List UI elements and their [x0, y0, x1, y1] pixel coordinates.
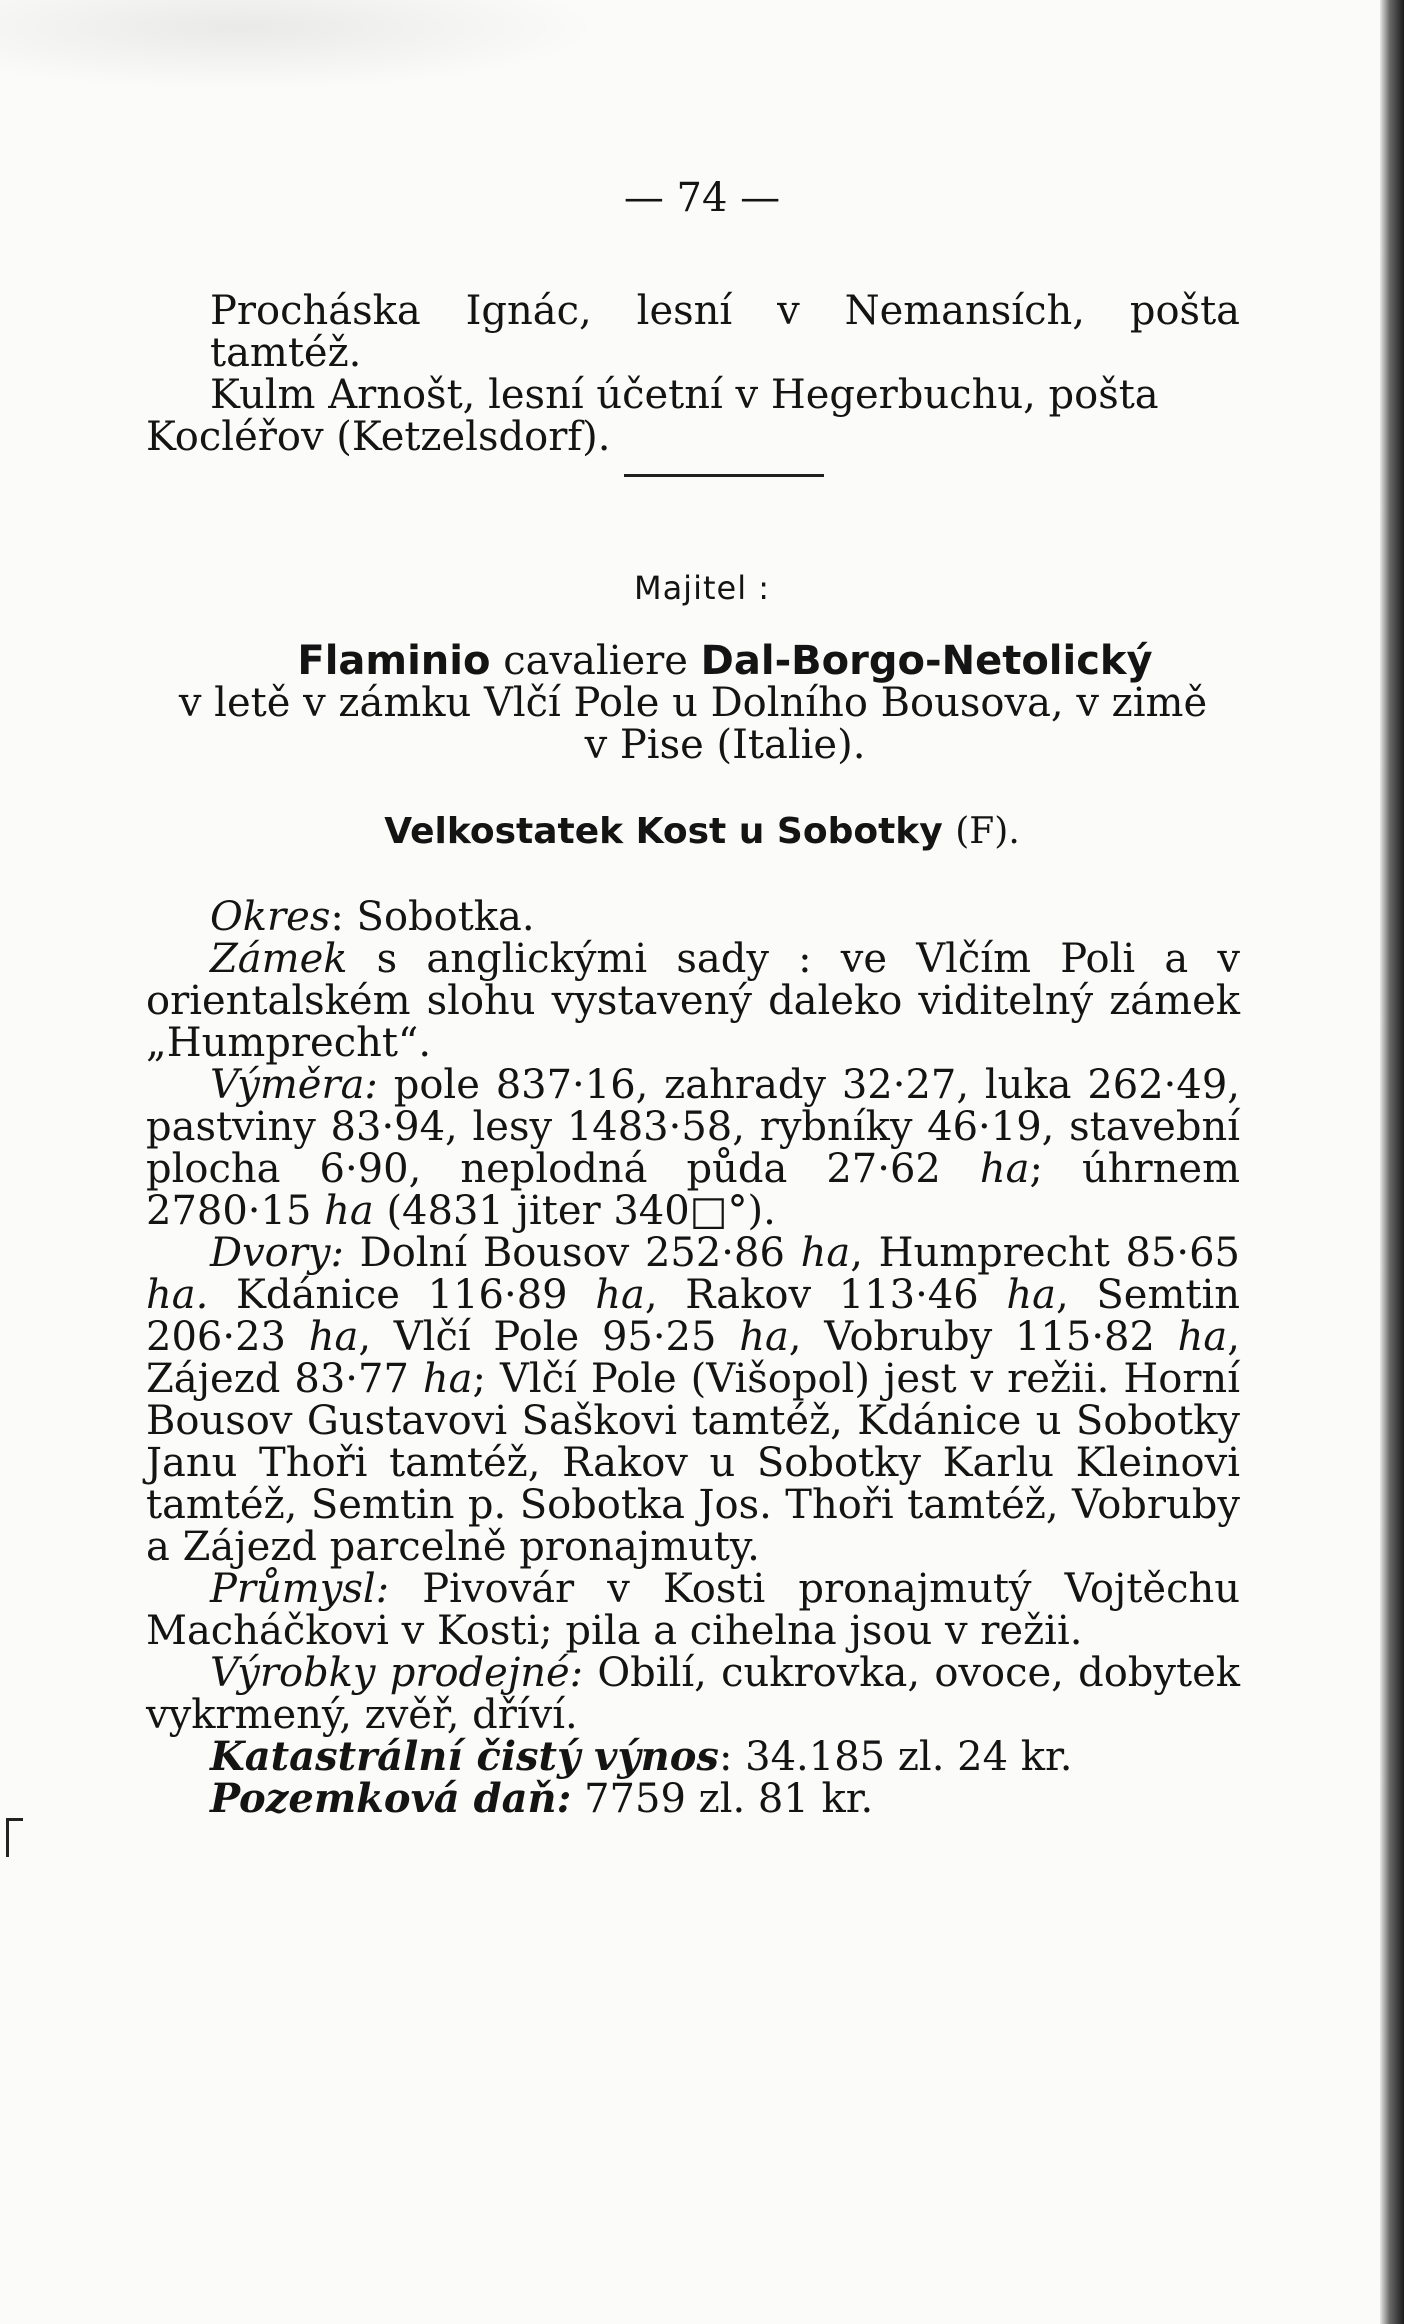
dvory-unit-8: ha: [422, 1356, 473, 1402]
vyrobky-label: Výrobky prodejné:: [210, 1650, 584, 1696]
intro-line-2: [210, 374, 1240, 416]
page-edge-shadow: [1380, 0, 1404, 2324]
okres-line: [146, 896, 1240, 938]
vymera-paragraph: [146, 1064, 1240, 1232]
owner-title: cavaliere: [503, 638, 688, 684]
dvory-unit-6: ha: [739, 1314, 789, 1360]
dvory-unit-2: ha.: [146, 1272, 209, 1318]
vynos-line: [146, 1733, 1240, 1780]
dvory-part-7: , Vobruby 115·82: [788, 1314, 1178, 1360]
vymera-jiter: (4831 jiter 340□°).: [373, 1188, 776, 1234]
dvory-unit-3: ha: [595, 1272, 645, 1318]
intro-block: [146, 288, 1240, 460]
owner-residence-1: v letě v zámku Vlčí Pole u Dolního Bousova, v zimě: [178, 680, 1208, 726]
intro-line-1: Procháska Ignác, lesní v Nemansích, pošta tamtéž.: [210, 288, 1240, 376]
page-number: — 74 —: [623, 175, 781, 221]
owner-block: [178, 638, 1240, 768]
dvory-part-8: , Zájezd 83·77: [146, 1314, 1240, 1402]
vynos-label: Katastrální čistý výnos: [210, 1733, 719, 1780]
dan-label: Pozemková daň:: [210, 1775, 572, 1822]
dvory-unit-5: ha: [308, 1314, 359, 1360]
dvory-part-4: , Rakov 113·46: [644, 1272, 1007, 1318]
vymera-unit-2: ha: [324, 1188, 374, 1234]
owner-label: Majitel :: [633, 569, 771, 607]
dan-text: 7759 zl. 81 kr.: [571, 1776, 874, 1822]
dvory-part-6: , Vlčí Pole 95·25: [358, 1314, 740, 1360]
scan-smudge: [0, 0, 600, 90]
dvory-label: Dvory:: [210, 1230, 344, 1276]
vyrobky-paragraph: [146, 1652, 1240, 1736]
zamek-label: Zámek: [210, 936, 348, 982]
owner-surname: Dal-Borgo-Netolický: [700, 638, 1153, 684]
vymera-total: ; úhrnem 2780·15: [146, 1146, 1240, 1234]
intro-line-2-text: Kulm Arnošt, lesní účetní v Hegerbuchu, pošta: [210, 372, 1159, 418]
prumysl-text: Pivovár v Kosti pronajmutý Vojtěchu Macháčkovi v Kosti; pila a cihelna jsou v režii.: [146, 1566, 1240, 1654]
intro-line-3: Kocléřov (Ketzelsdorf).: [146, 414, 611, 460]
zamek-paragraph: [146, 938, 1240, 1064]
owner-residence-2: v Pise (Italie).: [584, 722, 866, 768]
estate-heading: [0, 810, 1404, 854]
vymera-label: Výměra:: [210, 1062, 378, 1108]
dan-line: [146, 1775, 1240, 1822]
vymera-text: pole 837·16, zahrady 32·27, luka 262·49, pastviny 83·94, lesy 1483·58, rybníky 46·19, stavební plocha 6·90, neplodná půda 27·62: [146, 1062, 1240, 1192]
prumysl-label: Průmysl:: [210, 1566, 390, 1612]
margin-mark: [6, 1818, 23, 1857]
dvory-unit-4: ha: [1006, 1272, 1056, 1318]
estate-suffix: (F).: [955, 811, 1020, 852]
estate-details: [146, 896, 1240, 1820]
okres-value: : Sobotka.: [330, 894, 535, 940]
dvory-unit-1: ha: [800, 1230, 851, 1276]
dvory-part-5: , Semtin 206·23: [146, 1272, 1241, 1360]
prumysl-paragraph: [146, 1568, 1240, 1652]
owner-name-line: [210, 640, 1240, 682]
zamek-text: s anglickými sady : ve Vlčím Poli a v orientalském slohu vystavený daleko viditelný zámek „Humprecht“.: [146, 936, 1240, 1066]
dvory-part-2: , Humprecht 85·65: [850, 1230, 1241, 1276]
dvory-part-3: Kdánice 116·89: [208, 1272, 596, 1318]
vymera-unit-1: ha: [979, 1146, 1030, 1192]
vynos-text: : 34.185 zl. 24 kr.: [718, 1734, 1073, 1780]
section-divider: [624, 474, 824, 477]
dvory-unit-7: ha: [1177, 1314, 1228, 1360]
dvory-paragraph: [146, 1232, 1240, 1568]
owner-first-name: Flaminio: [297, 638, 491, 684]
vyrobky-text: Obilí, cukrovka, ovoce, dobytek vykrmený, zvěř, dříví.: [146, 1650, 1240, 1738]
dvory-part-1: Dolní Bousov 252·86: [343, 1230, 801, 1276]
estate-name: Velkostatek Kost u Sobotky: [384, 811, 943, 852]
okres-label: Okres: [210, 894, 331, 940]
dvory-part-9: ; Vlčí Pole (Višopol) jest v režii. Horní Bousov Gustavovi Saškovi tamtéž, Kdánice u Sobotky Janu Thoři tamtéž, Rakov u Sobotky Karlu Kleinovi tamtéž, Semtin p. Sobotka Jos. Thoři tamtéž, Vobruby a Zájezd parcelně pronajmuty.: [146, 1356, 1240, 1570]
